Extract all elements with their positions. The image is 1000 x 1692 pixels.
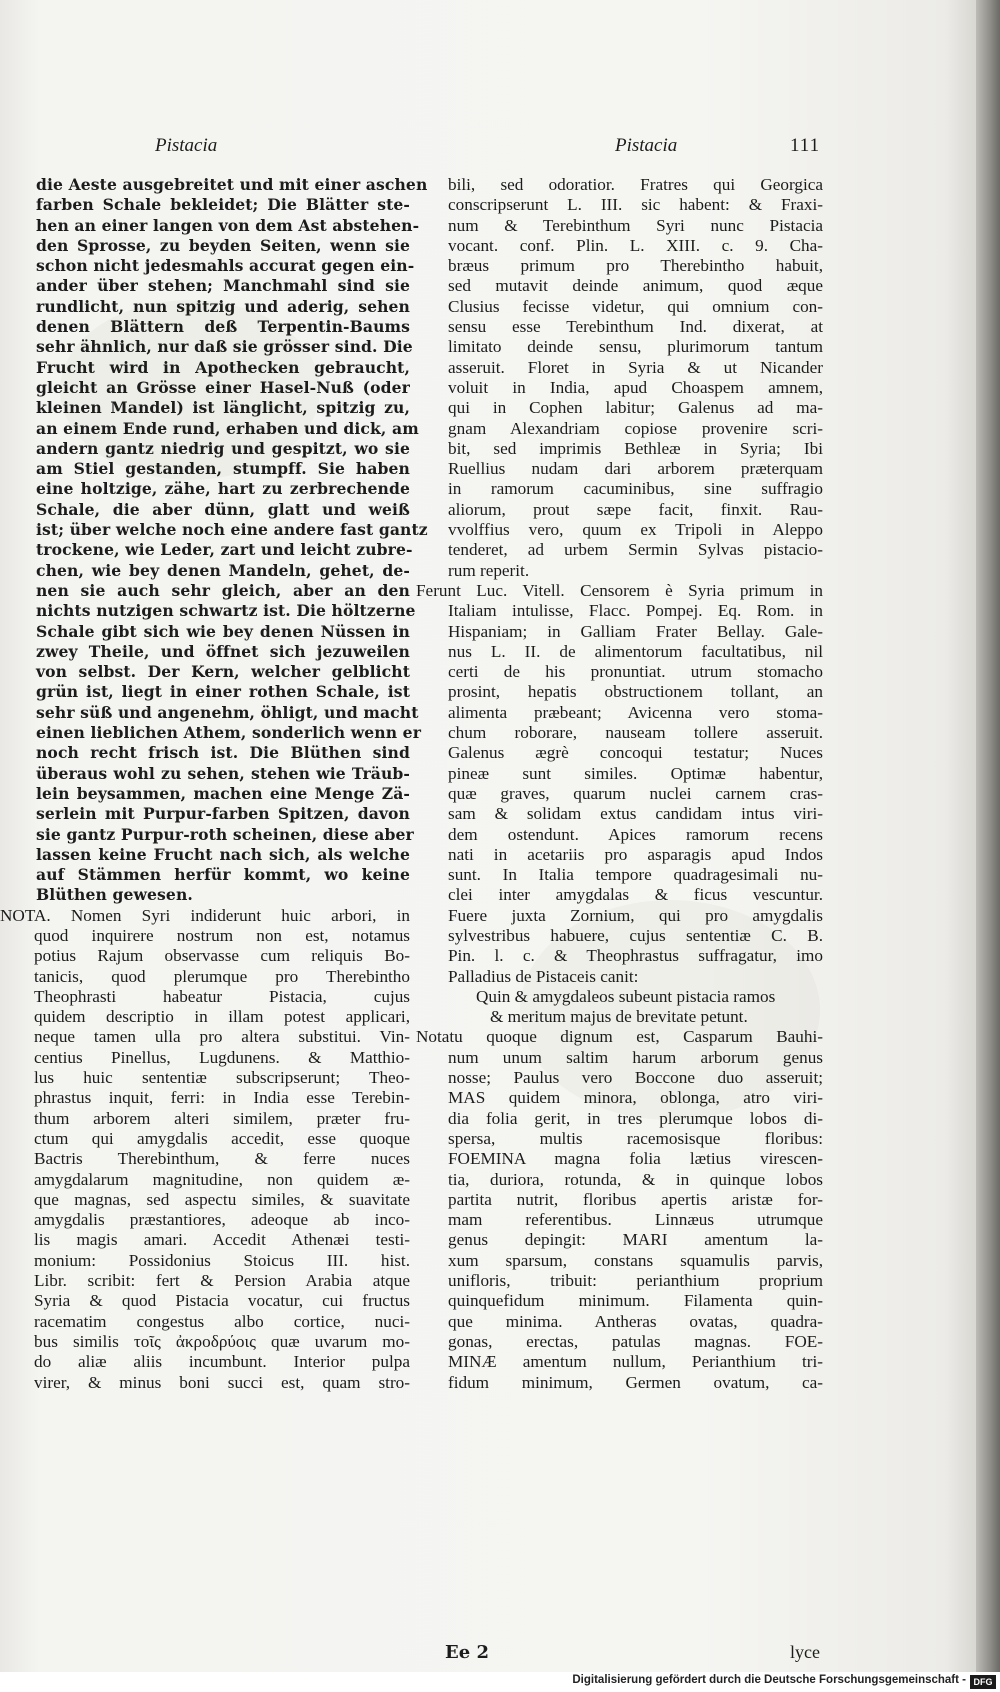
text-line: potius Rajum observasse cum reliquis Bo- <box>34 946 410 966</box>
text-line: tanicis, quod plerumque pro Therebintho <box>34 966 410 986</box>
text-line: nosse; Paulus vero Boccone duo asseruit; <box>448 1068 823 1088</box>
text-line: Palladius de Pistaceis canit: <box>448 966 639 986</box>
text-line: que magnas, sed aspectu similes, & suavitate <box>34 1189 410 1209</box>
text-line: nus L. II. de alimentorum facultatibus, nil <box>448 641 823 661</box>
book-page-edge <box>976 0 1000 1692</box>
text-line: Bactris Therebinthum, & ferre nuces <box>34 1149 410 1169</box>
text-line: dia folia gerit, in tres plerumque lobos di- <box>448 1108 823 1128</box>
text-line: lein beysammen, machen eine Menge Zä- <box>36 783 410 803</box>
text-line: nichts nutzigen schwartz ist. Die höltzerne <box>36 601 416 621</box>
text-line: zwey Theile, und öffnet sich jezuweilen <box>36 641 410 661</box>
verse-quotation <box>448 987 823 1028</box>
page-number: 111 <box>790 135 821 156</box>
text-line: xum sparsum, constans squamulis parvis, <box>448 1250 823 1270</box>
latin-paragraph-notatu <box>416 1027 823 1392</box>
text-line: den Sprosse, zu beyden Seiten, wenn sie <box>36 235 410 255</box>
text-line: bus similis τοῖς ἀκροδρύοις quæ uvarum mo- <box>34 1331 410 1351</box>
text-line: neque tamen ulla pro altera substitui. Vin- <box>34 1027 410 1047</box>
text-line: farben Schale bekleidet; Die Blätter ste- <box>36 195 410 215</box>
digitization-bar <box>0 1672 1000 1692</box>
text-line: trockene, wie Leder, zart und leicht zubre- <box>36 540 413 560</box>
text-line: einen lieblichen Athem, sonderlich wenn er <box>36 723 422 743</box>
text-line: die Aeste ausgebreitet und mit einer aschen <box>36 175 428 194</box>
text-line: Frucht wird in Apothecken gebraucht, <box>36 357 410 377</box>
text-line: sylvestribus habuere, cujus sententiæ C. B. <box>448 925 823 945</box>
text-line: sie gantz Purpur-roth scheinen, diese aber <box>36 824 414 844</box>
text-line: racematim congestus albo cortice, nuci- <box>34 1311 410 1331</box>
text-line: qui in Cophen labitur; Galenus ad ma- <box>448 398 823 418</box>
text-line: limitato deinde sensu, plurimorum tantum <box>448 337 823 357</box>
text-line: monium: Possidonius Stoicus III. hist. <box>34 1250 410 1270</box>
text-line: vocant. conf. Plin. L. XIII. c. 9. Cha- <box>448 235 823 255</box>
text-line: nen sie auch sehr gleich, aber an den <box>36 580 410 600</box>
text-line: mam referentibus. Linnæus utrumque <box>448 1210 823 1230</box>
text-line: auf Stämmen herfür kommt, wo keine <box>36 865 410 885</box>
text-line: tia, duriora, rotunda, & in quinque lobos <box>448 1169 823 1189</box>
text-line: Theophrasti habeatur Pistacia, cujus <box>34 986 410 1006</box>
text-line: rum reperit. <box>448 560 530 580</box>
text-line: Schale gibt sich wie bey denen Nüssen in <box>36 621 410 641</box>
text-line: rundlicht, nun spitzig und aderig, sehen <box>36 296 410 316</box>
text-line: quidem descriptio in illam potest applicari, <box>34 1007 410 1027</box>
text-line: sehr süß und angenehm, öhligt, und macht <box>36 702 419 722</box>
text-line: denen Blättern deß Terpentin-Baums <box>36 317 410 337</box>
text-line: thum arborem alteri similem, præter fru- <box>34 1108 410 1128</box>
text-line: serlein mit Purpur-farben Spitzen, davon <box>36 804 410 824</box>
signature-mark: Ee 2 <box>445 1642 489 1663</box>
text-line: gleicht an Grösse einer Hasel-Nuß (oder <box>36 377 410 397</box>
text-line: spersa, multis racemosisque floribus: <box>448 1128 823 1148</box>
text-line: genus depingit: MARI amentum la- <box>448 1230 823 1250</box>
text-line: lus huic sententiæ subscripserunt; Theo- <box>34 1068 410 1088</box>
text-line: noch recht frisch ist. Die Blüthen sind <box>36 743 410 763</box>
text-line: conscripserunt L. III. sic habent: & Fraxi- <box>448 195 823 215</box>
text-line: MINÆ amentum nullum, Perianthium tri- <box>448 1352 823 1372</box>
text-line: sehr ähnlich, nur daß sie grösser sind. Die <box>36 337 413 357</box>
text-line: andern gantz niedrig und gespitzt, wo sie <box>36 438 410 458</box>
text-line: bit, sed imprimis Bethleæ in Syria; Ibi <box>448 438 823 458</box>
text-line: Galenus ægrè concoqui testatur; Nuces <box>448 743 823 763</box>
right-column <box>416 175 823 1393</box>
text-line: voluit in India, apud Choaspem amnem, <box>448 377 823 397</box>
text-line: ctum qui amygdalis accedit, esse quoque <box>34 1128 410 1148</box>
text-line: bili, sed odoratior. Fratres qui Georgica <box>448 175 823 194</box>
text-line: sensu esse Terebinthum Ind. dixerat, at <box>448 317 823 337</box>
text-line: Schale, die aber dünn, glatt und weiß <box>36 499 410 519</box>
text-line: schon nicht jedesmahls accurat gegen ein- <box>36 256 415 276</box>
text-line: amygdalarum magnitudine, non quidem æ- <box>34 1169 410 1189</box>
text-line: sunt. In Italia tempore quadragesimali nu- <box>448 865 823 885</box>
text-line: Ruellius nudam dari arborem præterquam <box>448 459 823 479</box>
text-line: von selbst. Der Kern, welcher gelblicht <box>36 662 410 682</box>
text-line: ist; über welche noch eine andere fast gantz <box>36 520 428 540</box>
text-line: Syria & quod Pistacia vocatur, cui fructus <box>34 1291 410 1311</box>
text-line: quæ graves, quarum nuclei carnem cras- <box>448 783 823 803</box>
text-line: pineæ sunt similes. Optimæ habentur, <box>448 763 823 783</box>
text-line: quod inquirere nostrum non est, notamus <box>34 925 410 945</box>
text-line: überaus wohl zu sehen, stehen wie Träub- <box>36 763 410 783</box>
latin-paragraph-ferunt <box>416 580 823 987</box>
text-line: Italiam intulisse, Flacc. Pompej. Eq. Rom. in <box>448 601 823 621</box>
text-line: do aliæ aliis incumbunt. Interior pulpa <box>34 1352 410 1372</box>
text-line: dem ostendunt. Apices ramorum recens <box>448 824 823 844</box>
text-line: nati in acetariis pro asparagis apud Indos <box>448 844 823 864</box>
header-right-title: Pistacia <box>615 135 678 156</box>
text-line: Libr. scribit: fert & Persion Arabia atque <box>34 1271 410 1291</box>
text-line: Hispaniam; in Galliam Frater Bellay. Gale- <box>448 621 823 641</box>
text-line: grün ist, liegt in einer rothen Schale, ist <box>36 682 410 702</box>
text-line: tenderet, ad urbem Sermin Sylvas pistacio- <box>448 540 823 560</box>
text-line: Pin. l. c. & Theophrastus suffragatur, imo <box>448 946 823 966</box>
text-line: quinquefidum minimum. Filamenta quin- <box>448 1291 823 1311</box>
text-line: aliorum, prout sæpe facit, finxit. Rau- <box>448 499 823 519</box>
text-line: sed mutavit deinde animum, quod æque <box>448 276 823 296</box>
text-line: virer, & minus boni succi est, quam stro- <box>34 1372 410 1392</box>
text-line: am Stiel gestanden, stumpff. Sie haben <box>36 459 410 479</box>
text-line: MAS quidem minora, oblonga, atro viri- <box>448 1088 823 1108</box>
text-line: ander über stehen; Manchmahl sind sie <box>36 276 410 296</box>
text-line: num & Terebinthum Syri nunc Pistacia <box>448 215 823 235</box>
text-line: prosint, hepatis obstructionem tollant, an <box>448 682 823 702</box>
text-line: lis magis amari. Accedit Athenæi testi- <box>34 1230 410 1250</box>
text-line: sam & solidam extus candidam intus viri- <box>448 804 823 824</box>
text-line: Quin & amygdaleos subeunt pistacia ramos <box>476 986 776 1006</box>
text-line: num unum saltim harum arborum genus <box>448 1047 823 1067</box>
text-line: vvolffius vero, quum ex Tripoli in Aleppo <box>448 520 823 540</box>
text-line: unifloris, tribuit: perianthium proprium <box>448 1271 823 1291</box>
text-line: centius Pinellus, Lugdunens. & Matthio- <box>34 1047 410 1067</box>
text-line: alimenta præbeant; Avicenna vero stoma- <box>448 702 823 722</box>
latin-paragraph-continued <box>448 175 823 581</box>
header-left-title: Pistacia <box>155 135 218 156</box>
text-line: an einem Ende rund, erhaben und dick, am <box>36 418 419 438</box>
text-line: Fuere juxta Zornium, qui pro amygdalis <box>448 905 823 925</box>
text-line: Blüthen gewesen. <box>36 885 193 905</box>
catchword: lyce <box>790 1642 820 1662</box>
digitization-note: Digitalisierung gefördert durch die Deutsche Forschungsgemeinschaft - <box>572 1674 966 1686</box>
running-header <box>0 135 1000 165</box>
text-line: que minima. Antheras ovatas, quadra- <box>448 1311 823 1331</box>
nota-paragraph <box>0 905 410 1393</box>
text-line: & meritum majus de brevitate petunt. <box>490 1007 748 1027</box>
text-line: partita nutrit, floribus apertis aristæ for- <box>448 1189 823 1209</box>
text-line: certi de his pronuntiat. utrum stomacho <box>448 662 823 682</box>
text-line: Clusius fecisse videtur, qui omnium con- <box>448 296 823 316</box>
text-line: asseruit. Floret in Syria & ut Nicander <box>448 357 823 377</box>
text-line: chen, wie bey denen Mandeln, gehet, de- <box>36 560 410 580</box>
text-line: bræus primum pro Therebintho habuit, <box>448 256 823 276</box>
text-line: Notatu quoque dignum est, Casparum Bauhi- <box>416 1027 823 1047</box>
text-line: hen an einer langen von dem Ast abstehen- <box>36 215 420 235</box>
text-line: clei inter amygdalas & ficus vescuntur. <box>448 885 823 905</box>
text-line: gonas, erectas, patulas magnas. FOE- <box>448 1331 823 1351</box>
text-line: FOEMINA magna folia lætius virescen- <box>448 1149 823 1169</box>
german-text-block <box>34 175 428 906</box>
text-line: chum roborare, nauseam tollere asseruit. <box>448 723 823 743</box>
text-line: in ramorum cacuminibus, sine suffragio <box>448 479 823 499</box>
text-line: eine holtzige, zähe, hart zu zerbrechende <box>36 479 410 499</box>
text-line: NOTA. Nomen Syri indiderunt huic arbori, in <box>0 905 410 925</box>
left-column <box>0 175 428 1393</box>
text-line: Ferunt Luc. Vitell. Censorem è Syria primum in <box>416 580 823 600</box>
text-line: kleinen Mandel) ist länglicht, spitzig zu, <box>36 398 410 418</box>
text-line: phrastus inquit, ferri: in India esse Terebin- <box>34 1088 410 1108</box>
dfg-logo: DFG <box>970 1675 996 1689</box>
text-line: fidum minimum, Germen ovatum, ca- <box>448 1372 823 1392</box>
text-line: gnam Alexandriam copiose provenire scri- <box>448 418 823 438</box>
text-line: amygdalis præstantiores, adeoque ab inco- <box>34 1210 410 1230</box>
text-line: lassen keine Frucht nach sich, als welche <box>36 844 410 864</box>
